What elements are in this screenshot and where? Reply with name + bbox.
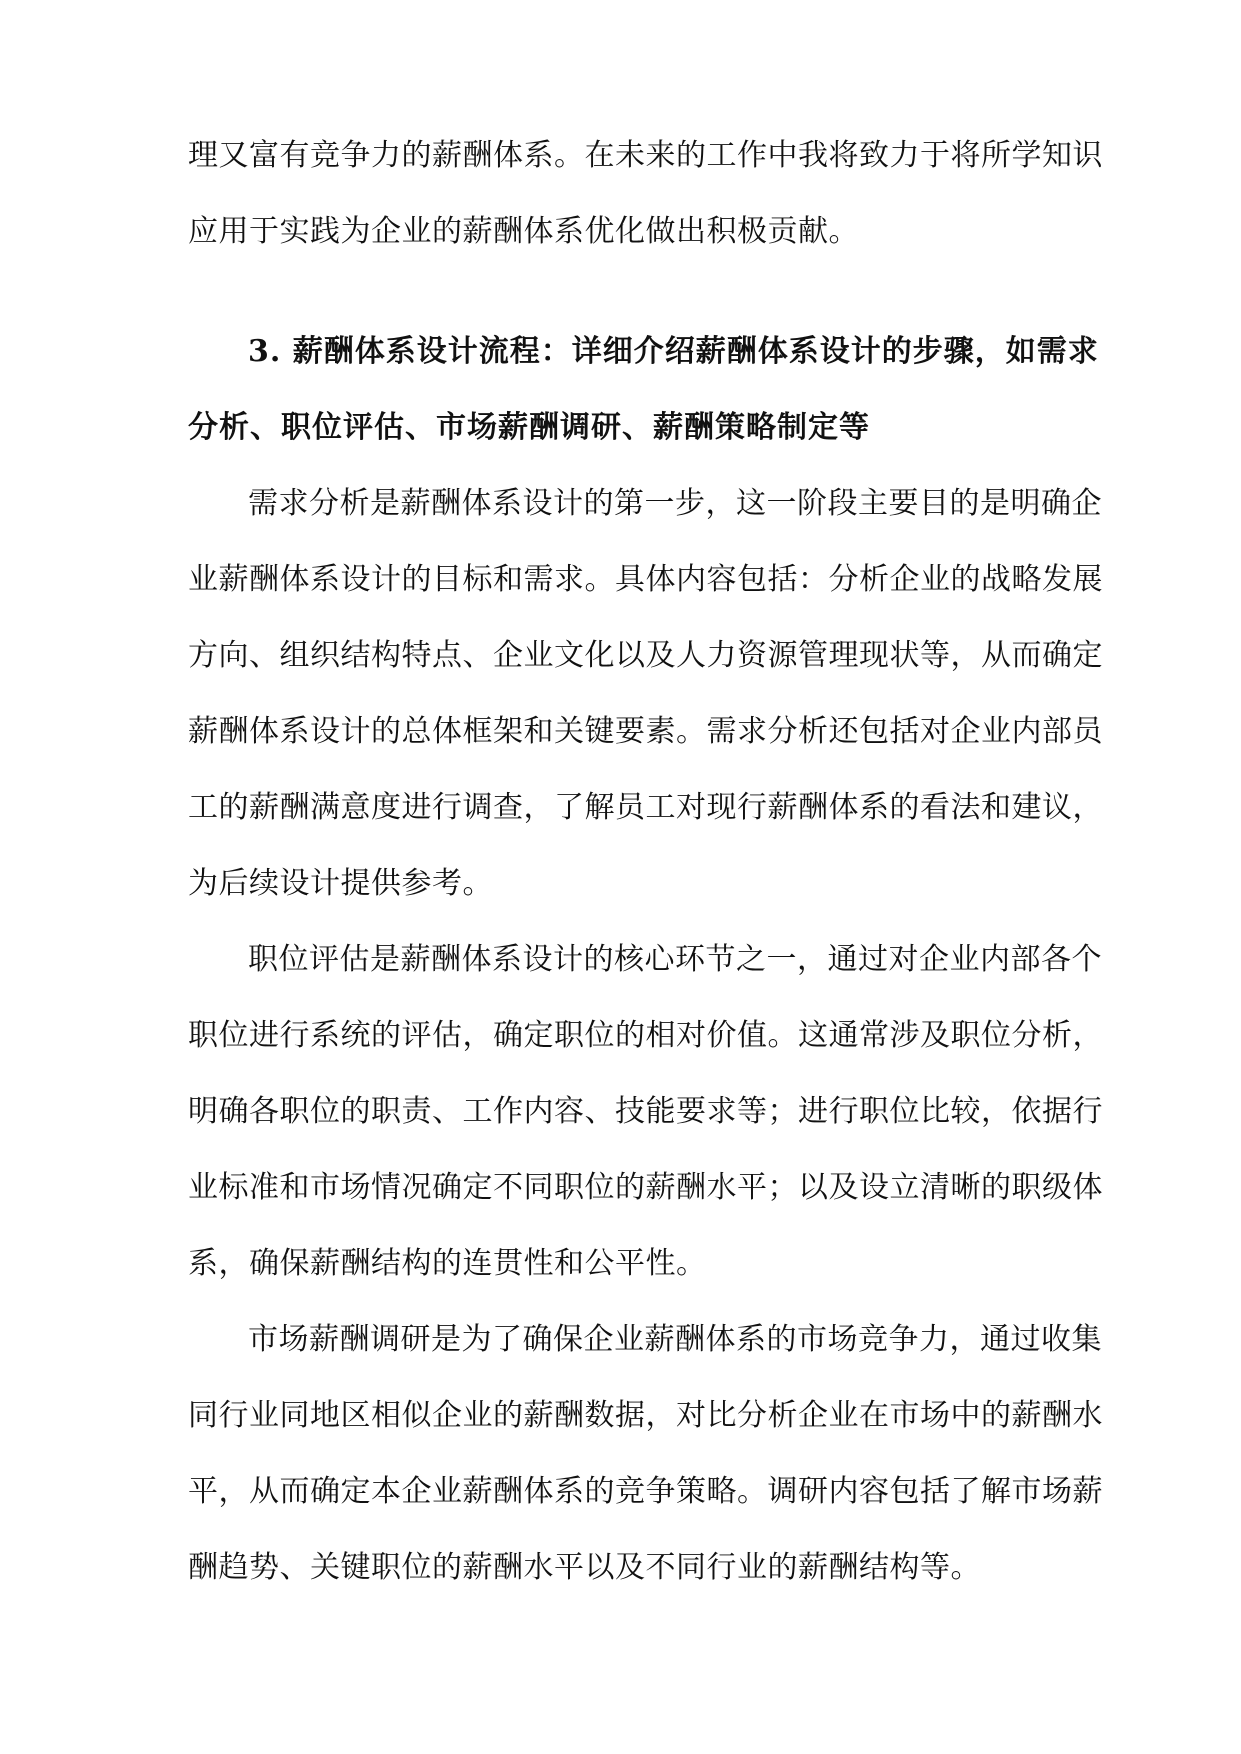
paragraph-line: 应用于实践为企业的薪酬体系优化做出积极贡献。: [188, 214, 859, 249]
paragraph-line: 职位评估是薪酬体系设计的核心环节之一，通过对企业内部各个: [248, 942, 1102, 977]
paragraph-line: 明确各职位的职责、工作内容、技能要求等；进行职位比较，依据行: [188, 1094, 1103, 1129]
paragraph-line: 酬趋势、关键职位的薪酬水平以及不同行业的薪酬结构等。: [188, 1550, 981, 1585]
paragraph-line: 理又富有竞争力的薪酬体系。在未来的工作中我将致力于将所学知识: [188, 138, 1103, 173]
paragraph-line: 业标准和市场情况确定不同职位的薪酬水平；以及设立清晰的职级体: [188, 1170, 1103, 1205]
section-heading-line: 分析、职位评估、市场薪酬调研、薪酬策略制定等: [188, 410, 870, 445]
paragraph-line: 市场薪酬调研是为了确保企业薪酬体系的市场竞争力，通过收集: [248, 1322, 1102, 1357]
paragraph-line: 需求分析是薪酬体系设计的第一步，这一阶段主要目的是明确企: [248, 486, 1102, 521]
paragraph-line: 职位进行系统的评估，确定职位的相对价值。这通常涉及职位分析，: [188, 1018, 1103, 1053]
paragraph-line: 薪酬体系设计的总体框架和关键要素。需求分析还包括对企业内部员: [188, 714, 1103, 749]
paragraph-line: 业薪酬体系设计的目标和需求。具体内容包括：分析企业的战略发展: [188, 562, 1103, 597]
paragraph-line: 同行业同地区相似企业的薪酬数据，对比分析企业在市场中的薪酬水: [188, 1398, 1103, 1433]
paragraph-line: 方向、组织结构特点、企业文化以及人力资源管理现状等，从而确定: [188, 638, 1103, 673]
paragraph-line: 系，确保薪酬结构的连贯性和公平性。: [188, 1246, 707, 1281]
section-heading-line: 3. 薪酬体系设计流程：详细介绍薪酬体系设计的步骤，如需求: [248, 334, 1099, 369]
paragraph-line: 为后续设计提供参考。: [188, 866, 493, 901]
paragraph-line: 平，从而确定本企业薪酬体系的竞争策略。调研内容包括了解市场薪: [188, 1474, 1103, 1509]
paragraph-line: 工的薪酬满意度进行调查，了解员工对现行薪酬体系的看法和建议，: [188, 790, 1103, 825]
